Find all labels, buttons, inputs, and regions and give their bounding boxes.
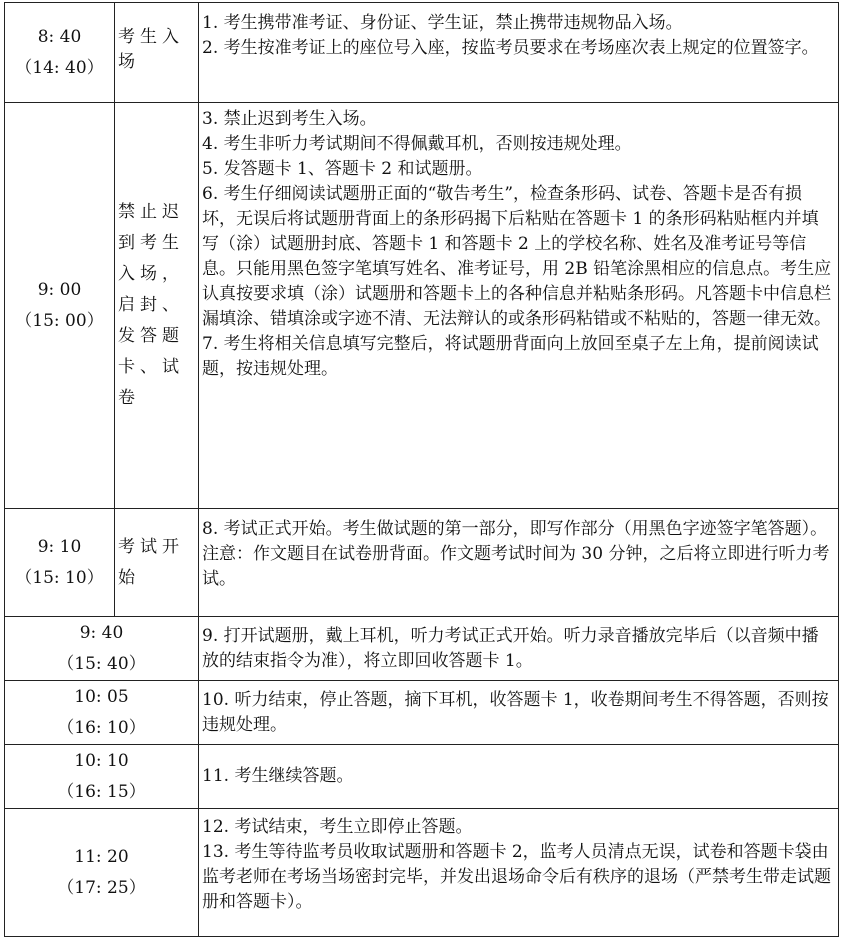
- detail-item: 6. 考生仔细阅读试题册正面的“敬告考生”，检查条形码、试卷、答题卡是否有损坏，无误后将试题册背面上的条形码揭下后粘贴在答题卡 1 的条形码粘贴框内并填写（涂）试题册封底、答题卡 1 和答题卡 2 上的学校名称、姓名及准考证号等信息。只能用黑色签字笔填写姓名、准考证号，用 2B 铅笔涂黑相应的信息点。考生应认真按要求填（涂）试题册和答题卡上的各种信息并粘贴条形码。凡答题卡中信息栏漏填涂、错填涂或字迹不清、无法辩认的或条形码粘错或不粘贴的，答题一律无效。: [202, 184, 832, 329]
- time-alt: （16: 15）: [57, 781, 146, 802]
- table-row: [5, 509, 839, 617]
- table-row: [5, 809, 839, 937]
- detail-item: 13. 考生等待监考员收取试题册和答题卡 2，监考人员清点无误，试卷和答题卡袋由监考老师在考场当场密封完毕，并发出退场命令后有秩序的退场（严禁考生带走试题册和答题卡）。: [202, 842, 831, 912]
- time-cell: [5, 3, 115, 103]
- time-alt: （14: 40）: [15, 57, 104, 78]
- detail-cell: [199, 809, 839, 937]
- time-alt: （15: 10）: [15, 567, 104, 588]
- table-row: [5, 745, 839, 809]
- time-alt: （15: 40）: [57, 653, 146, 674]
- detail-item: 9. 打开试题册，戴上耳机，听力考试正式开始。听力录音播放完毕后（以音频中播放的结束指令为准），将立即回收答题卡 1。: [202, 625, 819, 671]
- time: 9: 10: [37, 536, 82, 557]
- table-row: [5, 681, 839, 745]
- detail-cell: [199, 103, 839, 509]
- time-cell: [5, 681, 199, 745]
- detail-item: 1. 考生携带准考证、身份证、学生证，禁止携带违规物品入场。: [202, 13, 683, 33]
- detail-cell: [199, 681, 839, 745]
- detail-item: 2. 考生按准考证上的座位号入座，按监考员要求在考场座次表上规定的位置签字。: [202, 38, 819, 58]
- time: 8: 40: [37, 26, 82, 47]
- detail-item: 4. 考生非听力考试期间不得佩戴耳机，否则按违规处理。: [202, 134, 632, 154]
- time: 11: 20: [74, 846, 129, 867]
- detail-item: 10. 听力结束，停止答题，摘下耳机，收答题卡 1，收卷期间考生不得答题，否则按违规处理。: [202, 689, 829, 735]
- time-cell: [5, 809, 199, 937]
- event-cell: 考生入场: [115, 3, 199, 103]
- time: 9: 40: [79, 622, 124, 643]
- time-cell: [5, 617, 199, 681]
- event-cell: 禁止迟到考生入场，启封、发答题卡、试卷: [115, 103, 199, 509]
- time: 10: 05: [74, 686, 129, 707]
- time-alt: （16: 10）: [57, 717, 146, 738]
- time-cell: [5, 745, 199, 809]
- time-cell: [5, 509, 115, 617]
- detail-cell: [199, 745, 839, 809]
- time: 10: 10: [74, 750, 129, 771]
- time: 9: 00: [37, 279, 82, 300]
- table-row: [5, 617, 839, 681]
- detail-item: 7. 考生将相关信息填写完整后，将试题册背面向上放回至桌子左上角，提前阅读试题，按违规处理。: [202, 334, 819, 379]
- detail-item: 3. 禁止迟到考生入场。: [202, 109, 377, 129]
- detail-cell: [199, 3, 839, 103]
- time-alt: （17: 25）: [57, 877, 146, 898]
- detail-cell: [199, 509, 839, 617]
- detail-item: 12. 考试结束，考生立即停止答题。: [202, 817, 473, 837]
- table-row: [5, 3, 839, 103]
- time-cell: [5, 103, 115, 509]
- time-alt: （15: 00）: [15, 310, 104, 331]
- detail-item: 8. 考试正式开始。考生做试题的第一部分，即写作部分（用黑色字迹签字笔答题）。注意：作文题目在试卷册背面。作文题考试时间为 30 分钟，之后将立即进行听力考试。: [202, 519, 830, 589]
- event-cell: 考试开始: [115, 509, 199, 617]
- table-row: [5, 103, 839, 509]
- exam-schedule-table: [4, 2, 839, 937]
- detail-item: 5. 发答题卡 1、答题卡 2 和试题册。: [202, 159, 483, 179]
- detail-item: 11. 考生继续答题。: [202, 766, 354, 786]
- detail-cell: [199, 617, 839, 681]
